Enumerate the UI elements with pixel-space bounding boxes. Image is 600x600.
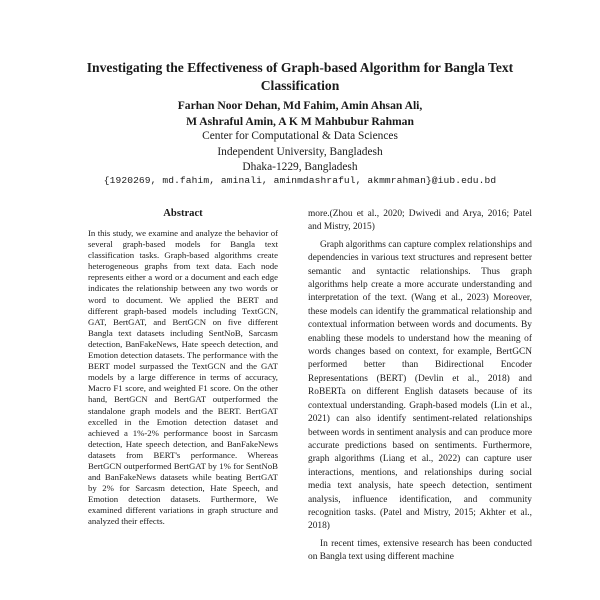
body-paragraph-3: In recent times, extensive research has been conducted on Bangla text using different machine <box>308 538 532 563</box>
title-line-2: Classification <box>260 78 340 93</box>
paper-title <box>50 59 550 95</box>
affiliation-line-1: Center for Computational & Data Sciences <box>202 130 398 142</box>
author-line-1: Farhan Noor Dehan, Md Fahim, Amin Ahsan Ali, <box>177 99 423 112</box>
affiliation-line-3: Dhaka-1229, Bangladesh <box>242 161 358 173</box>
affiliation-line-2: Independent University, Bangladesh <box>217 145 383 158</box>
author-emails: {1920269, md.fahim, aminali, aminmdashraful, akmmrahman}@iub.edu.bd <box>103 175 497 186</box>
author-list <box>50 98 550 129</box>
affiliation <box>50 129 550 176</box>
abstract-text: In this study, we examine and analyze the behavior of several graph-based models for Bangla text classification tasks. Graph-based algorithms create heterogeneous graphs from text data. Each node represents either a word or a document and each edge indicates the relationship between any two words or word to document. We applied the BERT and different graph-based models including TextGCN, GAT, BertGAT, and BertGCN on five different Bangla text datasets including SentNoB, Sarcasm detection, BanFakeNews, Hate speech detection, and Emotion detection datasets. The performance with the BERT model surpassed the TextGCN and the GAT models by a large difference in terms of accuracy, Macro F1 score, and weighted F1 score. On the other hand, BertGCN and BertGAT outperformed the standalone graph models and the BERT. BertGAT excelled in the Emotion detection dataset and achieved a 1%-2% performance boost in Sarcasm detection, Hate speech detection, and BanFakeNews datasets from BERT's performance. Whereas BertGCN outperformed BertGAT by 1% for SentNoB and BanFakeNews datasets while beating BertGAT by 2% for Sarcasm detection, Hate Speech, and Emotion detection datasets. Furthermore, We examined different variations in graph structure and analyzed their effects. <box>88 228 278 527</box>
body-paragraph-1: more.(Zhou et al., 2020; Dwivedi and Arya, 2016; Patel and Mistry, 2015) <box>308 209 532 233</box>
author-line-2: M Ashraful Amin, A K M Mahbubur Rahman <box>186 114 414 128</box>
abstract-heading: Abstract <box>163 208 203 219</box>
body-column <box>308 208 532 565</box>
body-paragraph-2: Graph algorithms can capture complex relationships and dependencies in various text structures and represent better semantic and syntactic relationships. Thus graph algorithms help create a more accurate understanding and interpretation of the text. (Wang et al., 2023) Moreover, these models can identify the grammatical relationship and contextual information between words and documents. By enabling these models to understand how the meaning of words changes based on context, for example, BertGCN performed better than Bidirectional Encoder Representations (BERT) (Devlin et al., 2018) and RoBERTa on different English datasets because of its contextual understanding. Graph-based models (Lin et al., 2021) can also identify sentiment-related relationships between words in sentiment analysis and can produce more accurate predictions based on sentiments. Furthermore, graph algorithms (Liang et al., 2022) can capture user interactions, mentions, and relationships during social media text analysis, hate speech detection, sentiment analysis, influence identification, and community recognition tasks. (Patel and Mistry, 2015; Akhter et al., 2018) <box>308 239 532 532</box>
title-line-1: Investigating the Effectiveness of Graph-based Algorithm for Bangla Text <box>86 60 514 75</box>
